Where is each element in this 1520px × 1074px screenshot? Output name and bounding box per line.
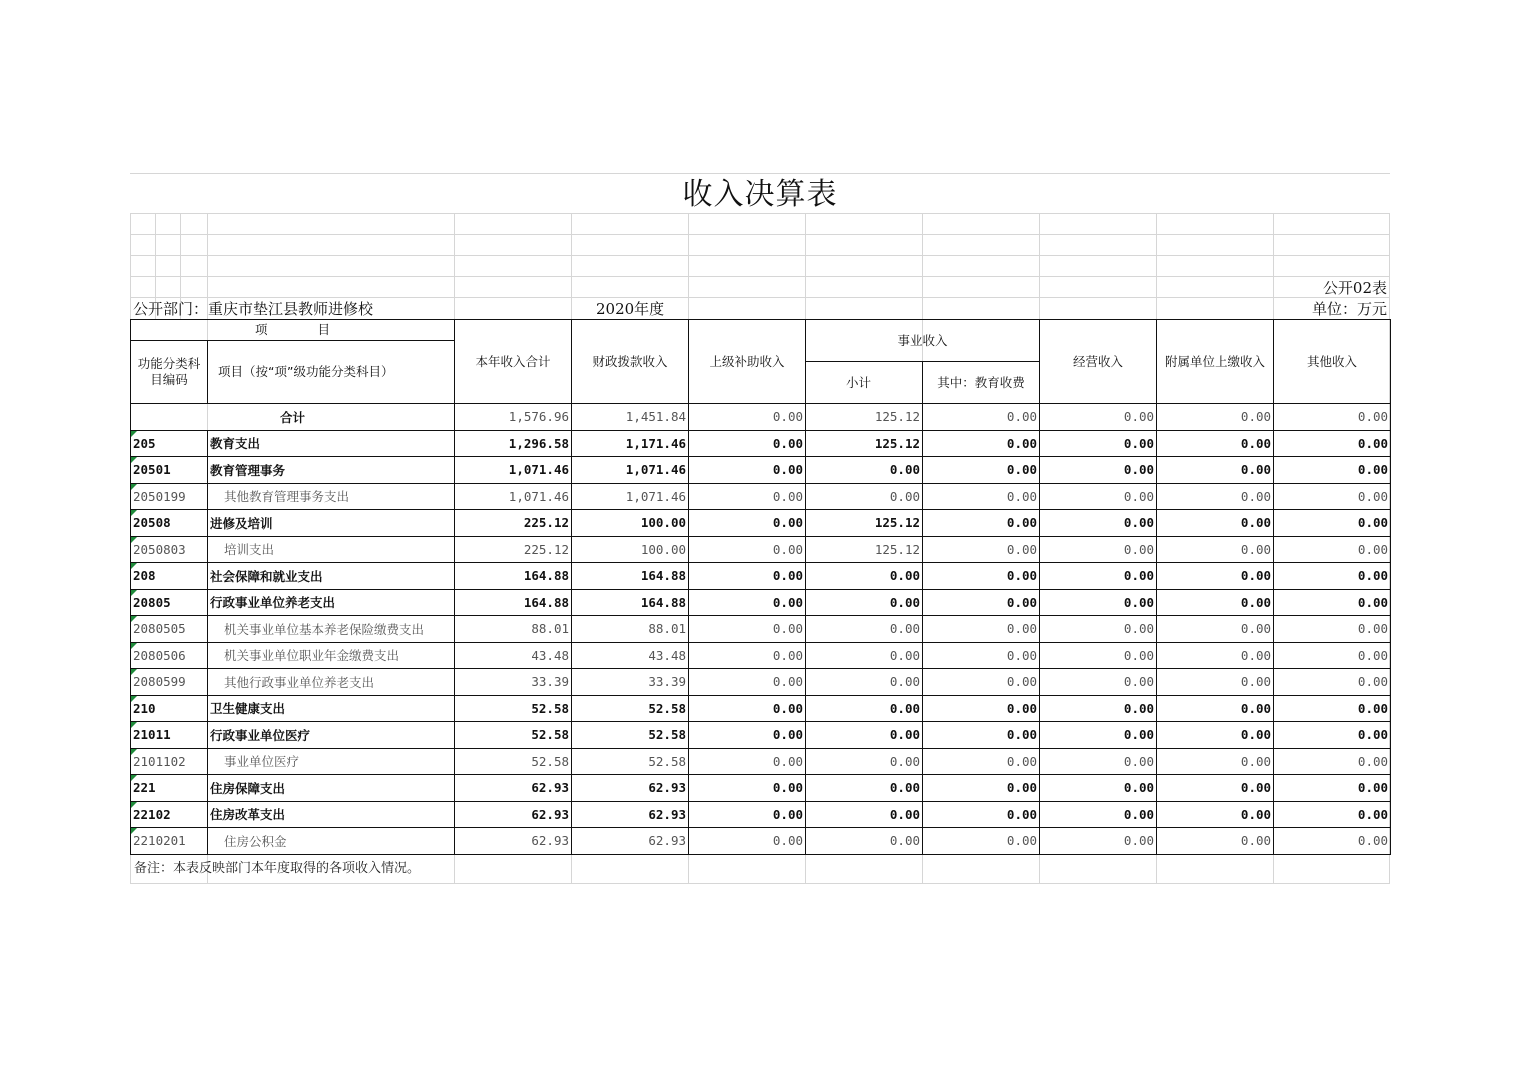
row-name: 其他教育管理事务支出 xyxy=(208,483,455,510)
total-value: 0.00 xyxy=(1274,404,1391,431)
row-value: 1,071.46 xyxy=(455,483,572,510)
row-value: 62.93 xyxy=(572,801,689,828)
row-code: 2210201 xyxy=(131,828,208,855)
row-code: 2080599 xyxy=(131,669,208,696)
row-value: 0.00 xyxy=(1157,775,1274,802)
total-value: 0.00 xyxy=(923,404,1040,431)
row-value: 164.88 xyxy=(455,563,572,590)
row-value: 0.00 xyxy=(923,828,1040,855)
row-name: 行政事业单位养老支出 xyxy=(208,589,455,616)
row-value: 0.00 xyxy=(1274,669,1391,696)
row-value: 0.00 xyxy=(923,589,1040,616)
table-code: 公开02表 xyxy=(1322,279,1387,297)
table-row xyxy=(131,430,1391,457)
row-value: 0.00 xyxy=(806,589,923,616)
row-value: 0.00 xyxy=(1274,536,1391,563)
total-value: 0.00 xyxy=(689,404,806,431)
row-name: 机关事业单位职业年金缴费支出 xyxy=(208,642,455,669)
row-value: 52.58 xyxy=(455,695,572,722)
row-value: 0.00 xyxy=(1157,589,1274,616)
row-code: 2080505 xyxy=(131,616,208,643)
header-edu-fee: 其中：教育收费 xyxy=(923,362,1040,404)
row-value: 1,071.46 xyxy=(572,483,689,510)
total-value: 0.00 xyxy=(1040,404,1157,431)
header-business: 事业收入 xyxy=(806,320,1040,362)
year-label: 2020年度 xyxy=(596,300,665,318)
row-value: 0.00 xyxy=(689,589,806,616)
header-item: 项 目 xyxy=(131,320,455,341)
spreadsheet-page xyxy=(130,173,1390,883)
row-value: 62.93 xyxy=(455,801,572,828)
row-value: 0.00 xyxy=(1157,563,1274,590)
row-value: 1,296.58 xyxy=(455,430,572,457)
row-value: 100.00 xyxy=(572,510,689,537)
row-code: 22102 xyxy=(131,801,208,828)
row-value: 88.01 xyxy=(455,616,572,643)
row-name: 进修及培训 xyxy=(208,510,455,537)
row-code: 205 xyxy=(131,430,208,457)
table-row xyxy=(131,642,1391,669)
row-value: 0.00 xyxy=(1274,695,1391,722)
row-value: 125.12 xyxy=(806,430,923,457)
row-value: 0.00 xyxy=(1157,510,1274,537)
row-value: 0.00 xyxy=(1157,695,1274,722)
row-value: 0.00 xyxy=(806,669,923,696)
row-value: 0.00 xyxy=(1274,510,1391,537)
row-value: 0.00 xyxy=(1274,722,1391,749)
row-value: 0.00 xyxy=(923,642,1040,669)
table-row xyxy=(131,616,1391,643)
row-value: 0.00 xyxy=(1157,483,1274,510)
row-value: 0.00 xyxy=(1274,828,1391,855)
gridline xyxy=(130,213,1390,214)
row-name: 其他行政事业单位养老支出 xyxy=(208,669,455,696)
row-value: 0.00 xyxy=(689,775,806,802)
row-value: 0.00 xyxy=(806,828,923,855)
row-value: 0.00 xyxy=(1040,563,1157,590)
row-value: 225.12 xyxy=(455,536,572,563)
row-name: 卫生健康支出 xyxy=(208,695,455,722)
header-superior: 上级补助收入 xyxy=(689,320,806,404)
row-value: 0.00 xyxy=(1040,669,1157,696)
row-code: 2101102 xyxy=(131,748,208,775)
row-value: 0.00 xyxy=(1274,563,1391,590)
row-value: 0.00 xyxy=(1040,828,1157,855)
row-value: 0.00 xyxy=(923,722,1040,749)
table-row xyxy=(131,589,1391,616)
gridline xyxy=(130,276,1390,277)
header-subtotal: 小计 xyxy=(806,362,923,404)
gridline xyxy=(130,297,1390,298)
unit-label: 单位：万元 xyxy=(1311,300,1387,318)
header-total: 本年收入合计 xyxy=(455,320,572,404)
row-value: 0.00 xyxy=(689,457,806,484)
header-other: 其他收入 xyxy=(1274,320,1391,404)
row-value: 0.00 xyxy=(689,748,806,775)
total-value: 1,576.96 xyxy=(455,404,572,431)
table-row xyxy=(131,775,1391,802)
row-value: 62.93 xyxy=(572,828,689,855)
row-value: 0.00 xyxy=(923,563,1040,590)
row-value: 0.00 xyxy=(806,616,923,643)
row-code: 20501 xyxy=(131,457,208,484)
table-row xyxy=(131,828,1391,855)
row-value: 0.00 xyxy=(1040,616,1157,643)
gridline xyxy=(130,883,1390,884)
row-value: 62.93 xyxy=(455,775,572,802)
gridline xyxy=(130,234,1390,235)
row-value: 100.00 xyxy=(572,536,689,563)
gridline xyxy=(130,255,1390,256)
row-value: 0.00 xyxy=(923,748,1040,775)
total-value: 0.00 xyxy=(1157,404,1274,431)
row-value: 1,071.46 xyxy=(455,457,572,484)
row-value: 0.00 xyxy=(806,642,923,669)
row-value: 0.00 xyxy=(1157,457,1274,484)
row-name: 社会保障和就业支出 xyxy=(208,563,455,590)
total-value: 1,451.84 xyxy=(572,404,689,431)
row-value: 0.00 xyxy=(923,430,1040,457)
table-row xyxy=(131,801,1391,828)
row-value: 33.39 xyxy=(455,669,572,696)
row-value: 0.00 xyxy=(689,510,806,537)
row-name: 教育管理事务 xyxy=(208,457,455,484)
row-value: 1,171.46 xyxy=(572,430,689,457)
row-value: 164.88 xyxy=(572,589,689,616)
row-value: 0.00 xyxy=(923,775,1040,802)
row-value: 0.00 xyxy=(806,775,923,802)
row-code: 2050199 xyxy=(131,483,208,510)
row-name: 机关事业单位基本养老保险缴费支出 xyxy=(208,616,455,643)
row-name: 事业单位医疗 xyxy=(208,748,455,775)
row-name: 行政事业单位医疗 xyxy=(208,722,455,749)
row-code: 20805 xyxy=(131,589,208,616)
row-value: 52.58 xyxy=(572,695,689,722)
row-value: 125.12 xyxy=(806,536,923,563)
header-fiscal: 财政拨款收入 xyxy=(572,320,689,404)
row-value: 0.00 xyxy=(1040,536,1157,563)
total-row xyxy=(131,404,1391,431)
header-name: 项目（按“项”级功能分类科目） xyxy=(208,341,455,404)
row-value: 0.00 xyxy=(1157,430,1274,457)
row-value: 164.88 xyxy=(455,589,572,616)
page-title: 收入决算表 xyxy=(682,177,838,212)
row-value: 0.00 xyxy=(1274,483,1391,510)
row-value: 0.00 xyxy=(806,457,923,484)
row-value: 125.12 xyxy=(806,510,923,537)
row-value: 0.00 xyxy=(806,801,923,828)
table-row xyxy=(131,536,1391,563)
row-name: 培训支出 xyxy=(208,536,455,563)
row-value: 0.00 xyxy=(923,457,1040,484)
row-value: 62.93 xyxy=(455,828,572,855)
row-value: 0.00 xyxy=(1157,642,1274,669)
header-code: 功能分类科目编码 xyxy=(131,341,208,404)
row-value: 0.00 xyxy=(1274,748,1391,775)
row-value: 0.00 xyxy=(1040,457,1157,484)
row-value: 52.58 xyxy=(455,748,572,775)
department-label: 公开部门：重庆市垫江县教师进修校 xyxy=(133,300,374,318)
row-value: 0.00 xyxy=(923,669,1040,696)
table-row xyxy=(131,695,1391,722)
row-value: 52.58 xyxy=(572,748,689,775)
row-code: 221 xyxy=(131,775,208,802)
row-value: 33.39 xyxy=(572,669,689,696)
total-value: 125.12 xyxy=(806,404,923,431)
row-value: 0.00 xyxy=(1274,642,1391,669)
row-value: 0.00 xyxy=(1274,801,1391,828)
row-value: 0.00 xyxy=(806,722,923,749)
row-value: 0.00 xyxy=(923,616,1040,643)
row-value: 0.00 xyxy=(689,563,806,590)
table-row xyxy=(131,748,1391,775)
row-value: 0.00 xyxy=(1040,801,1157,828)
row-value: 0.00 xyxy=(689,616,806,643)
row-value: 0.00 xyxy=(689,722,806,749)
row-value: 0.00 xyxy=(1040,775,1157,802)
row-value: 62.93 xyxy=(572,775,689,802)
row-code: 208 xyxy=(131,563,208,590)
row-code: 210 xyxy=(131,695,208,722)
row-value: 0.00 xyxy=(1157,616,1274,643)
row-value: 0.00 xyxy=(689,695,806,722)
table-row xyxy=(131,483,1391,510)
row-value: 0.00 xyxy=(923,510,1040,537)
table-row xyxy=(131,563,1391,590)
row-value: 0.00 xyxy=(1157,801,1274,828)
row-value: 0.00 xyxy=(1157,748,1274,775)
row-value: 0.00 xyxy=(1040,722,1157,749)
row-value: 0.00 xyxy=(923,801,1040,828)
row-name: 住房公积金 xyxy=(208,828,455,855)
row-name: 住房保障支出 xyxy=(208,775,455,802)
row-value: 0.00 xyxy=(806,563,923,590)
row-code: 2050803 xyxy=(131,536,208,563)
row-value: 0.00 xyxy=(689,430,806,457)
row-value: 0.00 xyxy=(806,483,923,510)
row-value: 88.01 xyxy=(572,616,689,643)
row-value: 0.00 xyxy=(1274,430,1391,457)
table-row xyxy=(131,722,1391,749)
row-value: 0.00 xyxy=(1040,430,1157,457)
table-row xyxy=(131,457,1391,484)
row-value: 43.48 xyxy=(572,642,689,669)
row-value: 0.00 xyxy=(1157,669,1274,696)
row-value: 0.00 xyxy=(923,695,1040,722)
row-value: 0.00 xyxy=(689,801,806,828)
row-value: 0.00 xyxy=(1274,775,1391,802)
row-value: 0.00 xyxy=(1040,483,1157,510)
row-name: 住房改革支出 xyxy=(208,801,455,828)
row-value: 0.00 xyxy=(689,828,806,855)
row-value: 0.00 xyxy=(1157,722,1274,749)
row-value: 1,071.46 xyxy=(572,457,689,484)
row-value: 0.00 xyxy=(1040,589,1157,616)
row-value: 52.58 xyxy=(572,722,689,749)
row-value: 0.00 xyxy=(1040,695,1157,722)
row-value: 0.00 xyxy=(806,695,923,722)
table-row xyxy=(131,669,1391,696)
header-affiliated: 附属单位上缴收入 xyxy=(1157,320,1274,404)
row-code: 21011 xyxy=(131,722,208,749)
row-value: 0.00 xyxy=(689,536,806,563)
row-value: 0.00 xyxy=(1274,589,1391,616)
row-name: 教育支出 xyxy=(208,430,455,457)
row-value: 0.00 xyxy=(1040,642,1157,669)
row-value: 0.00 xyxy=(923,536,1040,563)
row-value: 0.00 xyxy=(1274,616,1391,643)
row-value: 164.88 xyxy=(572,563,689,590)
total-label: 合计 xyxy=(131,404,455,431)
row-value: 43.48 xyxy=(455,642,572,669)
row-value: 0.00 xyxy=(689,483,806,510)
row-value: 0.00 xyxy=(689,642,806,669)
row-value: 0.00 xyxy=(1040,748,1157,775)
income-table xyxy=(130,319,1391,855)
footnote: 备注：本表反映部门本年度取得的各项收入情况。 xyxy=(134,861,421,876)
row-value: 0.00 xyxy=(1157,828,1274,855)
row-value: 0.00 xyxy=(1274,457,1391,484)
row-value: 52.58 xyxy=(455,722,572,749)
row-value: 0.00 xyxy=(689,669,806,696)
row-code: 20508 xyxy=(131,510,208,537)
header-operating: 经营收入 xyxy=(1040,320,1157,404)
row-value: 0.00 xyxy=(1157,536,1274,563)
row-value: 0.00 xyxy=(806,748,923,775)
table-row xyxy=(131,510,1391,537)
row-value: 0.00 xyxy=(923,483,1040,510)
row-value: 225.12 xyxy=(455,510,572,537)
row-code: 2080506 xyxy=(131,642,208,669)
row-value: 0.00 xyxy=(1040,510,1157,537)
